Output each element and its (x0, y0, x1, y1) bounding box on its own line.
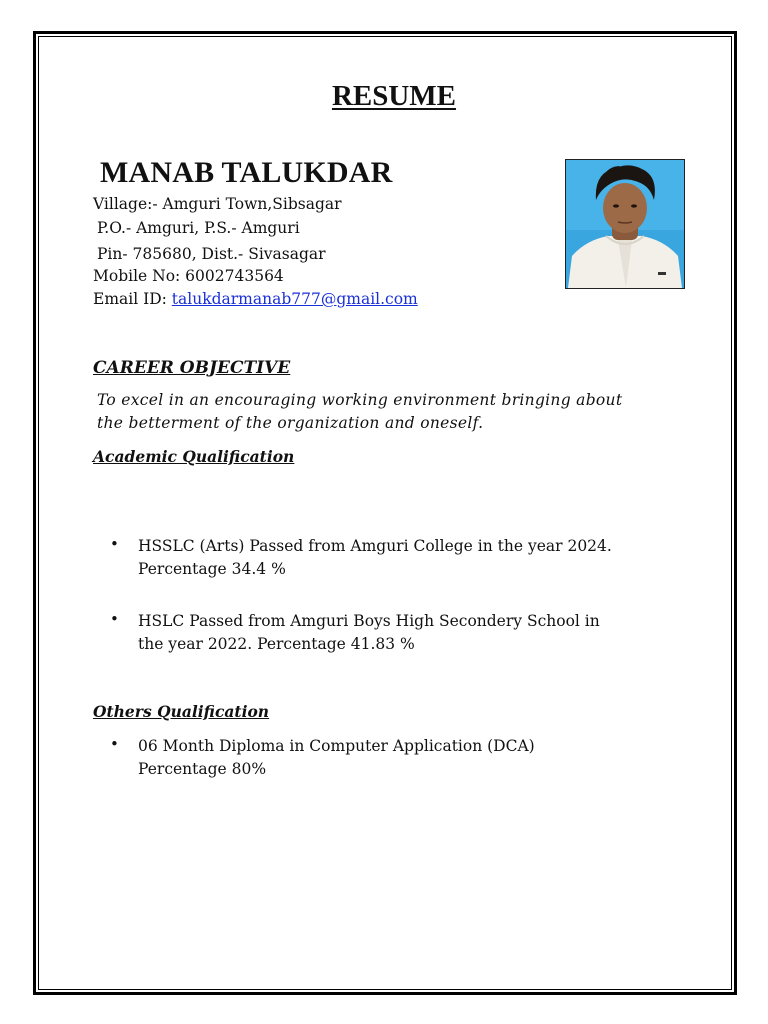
profile-photo-illustration (566, 160, 684, 288)
address-pin-dist: Pin- 785680, Dist.- Sivasagar (97, 245, 326, 263)
candidate-name: MANAB TALUKDAR (100, 156, 393, 189)
others-qualification-heading: Others Qualification (93, 702, 270, 721)
address-po-ps: P.O.- Amguri, P.S.- Amguri (97, 219, 300, 237)
bullet-icon: • (110, 535, 119, 553)
career-objective-heading: CAREER OBJECTIVE (93, 358, 291, 378)
bullet-icon: • (110, 735, 119, 753)
others-item-line-1: 06 Month Diploma in Computer Application (DCA) (138, 737, 535, 755)
resume-title: RESUME (331, 80, 457, 112)
academic-item-line-1: HSSLC (Arts) Passed from Amguri College in the year 2024. (138, 537, 612, 555)
profile-photo (565, 159, 685, 289)
academic-item-line-2: Percentage 34.4 % (138, 560, 286, 578)
email-link[interactable]: talukdarmanab777@gmail.com (171, 290, 418, 308)
academic-item-line-2: the year 2022. Percentage 41.83 % (138, 635, 415, 653)
address-village: Village:- Amguri Town,Sibsagar (93, 195, 342, 213)
career-objective-line-2: the betterment of the organization and oneself. (97, 414, 484, 432)
email-label: Email ID: (93, 290, 172, 308)
career-objective-line-1: To excel in an encouraging working environment bringing about (97, 391, 623, 409)
academic-item-line-1: HSLC Passed from Amguri Boys High Secondery School in (138, 612, 600, 630)
mobile-number: Mobile No: 6002743564 (93, 267, 284, 285)
email-row (93, 290, 418, 308)
bullet-icon: • (110, 610, 119, 628)
others-item-line-2: Percentage 80% (138, 760, 267, 778)
academic-qualification-heading: Academic Qualification (93, 447, 295, 466)
